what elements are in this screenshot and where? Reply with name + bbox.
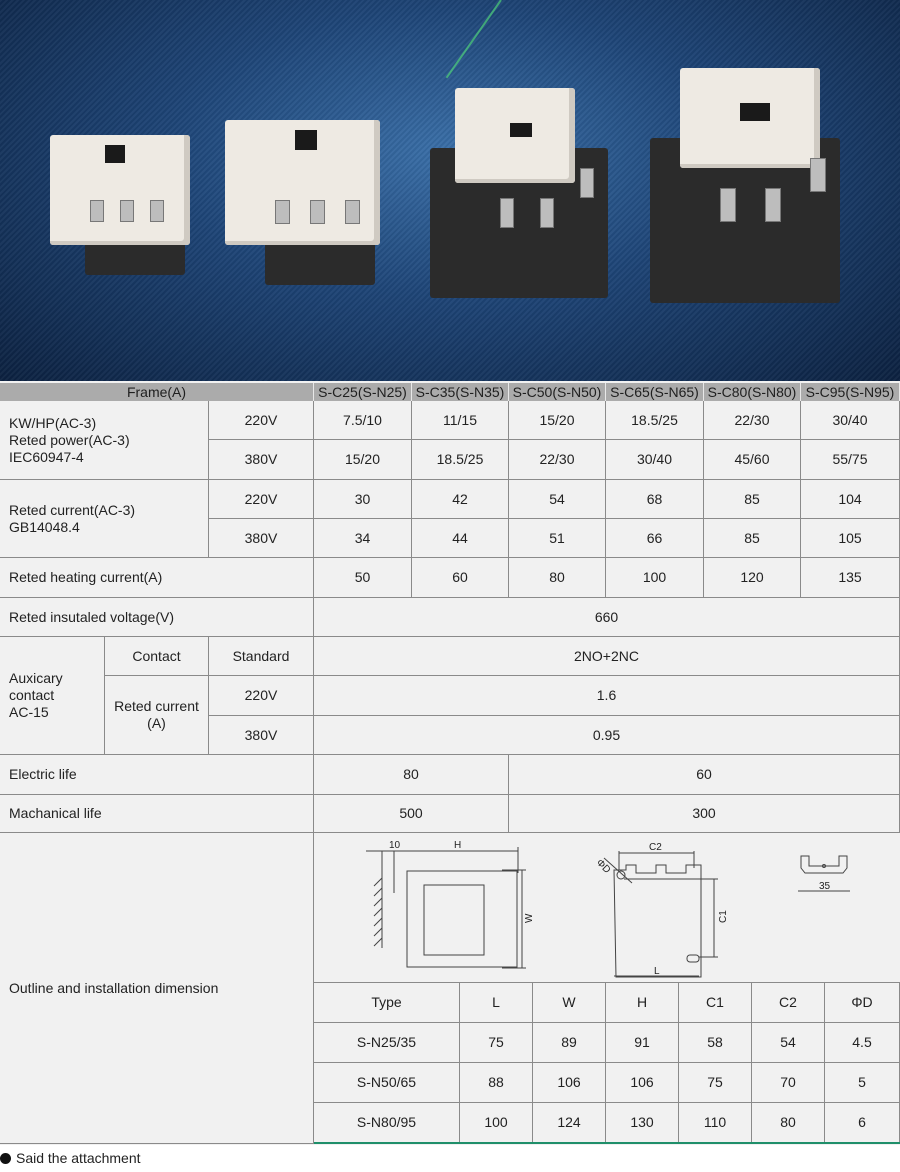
value-cell: 30/40 <box>801 401 900 440</box>
value-cell: 80 <box>509 558 606 598</box>
dim-cell: 75 <box>679 1063 752 1103</box>
voltage-380v: 380V <box>209 716 314 755</box>
value-cell: 85 <box>704 519 801 558</box>
value-cell: 66 <box>606 519 704 558</box>
value-cell: 2NO+2NC <box>314 637 900 676</box>
dim-label-c1: C1 <box>718 910 729 923</box>
value-cell: 135 <box>801 558 900 598</box>
value-cell: 68 <box>606 480 704 519</box>
contactor-s-n50-image <box>430 88 608 300</box>
side-view-drawing <box>366 840 535 968</box>
mounting-plate-drawing <box>594 842 729 977</box>
header-model: S-C50(S-N50) <box>509 383 606 401</box>
dim-cell: 106 <box>533 1063 606 1103</box>
value-cell: 104 <box>801 480 900 519</box>
value-cell: 300 <box>509 795 900 833</box>
value-cell: 22/30 <box>509 440 606 480</box>
value-cell: 34 <box>314 519 412 558</box>
value-cell: 30/40 <box>606 440 704 480</box>
dim-header: W <box>533 983 606 1023</box>
dim-cell: 106 <box>606 1063 679 1103</box>
aux-rated-current-label <box>105 676 209 755</box>
dim-header: ΦD <box>825 983 900 1023</box>
value-cell: 18.5/25 <box>412 440 509 480</box>
dim-cell: 58 <box>679 1023 752 1063</box>
dim-cell: 54 <box>752 1023 825 1063</box>
value-cell: 45/60 <box>704 440 801 480</box>
footer-note-text: Said the attachment <box>16 1150 141 1166</box>
standard-label: Standard <box>209 637 314 676</box>
dim-header: C1 <box>679 983 752 1023</box>
dim-cell: 130 <box>606 1103 679 1143</box>
contact-label: Contact <box>105 637 209 676</box>
dim-cell: 4.5 <box>825 1023 900 1063</box>
value-cell: 660 <box>314 598 900 637</box>
value-cell: 54 <box>509 480 606 519</box>
label-line: (A) <box>147 715 166 731</box>
dim-header: L <box>460 983 533 1023</box>
label-line: AC-15 <box>9 704 49 720</box>
label-line: GB14048.4 <box>9 518 80 535</box>
dim-label-gap: 10 <box>389 840 401 851</box>
label-line: Auxicary <box>9 670 63 686</box>
label-line: IEC60947-4 <box>9 448 84 465</box>
dim-cell: S-N50/65 <box>314 1063 460 1103</box>
value-cell: 60 <box>509 755 900 795</box>
label-line: Reted current <box>114 698 199 714</box>
voltage-380v: 380V <box>209 519 314 558</box>
outline-label: Outline and installation dimension <box>0 833 314 1144</box>
value-cell: 120 <box>704 558 801 598</box>
dim-cell: 70 <box>752 1063 825 1103</box>
insulated-voltage-label: Reted insutaled voltage(V) <box>0 598 314 637</box>
value-cell: 51 <box>509 519 606 558</box>
value-cell: 0.95 <box>314 716 900 755</box>
bullet-icon <box>0 1153 11 1164</box>
contactor-s-n35-image <box>220 100 385 285</box>
dim-label-d: ΦD <box>593 857 613 876</box>
contactor-s-n95-image <box>650 68 840 306</box>
dim-cell: 100 <box>460 1103 533 1143</box>
dim-cell: 124 <box>533 1103 606 1143</box>
voltage-220v: 220V <box>209 676 314 716</box>
dim-label-l: L <box>654 966 660 977</box>
voltage-220v: 220V <box>209 401 314 440</box>
dim-cell: S-N25/35 <box>314 1023 460 1063</box>
value-cell: 55/75 <box>801 440 900 480</box>
label-line: Reted power(AC-3) <box>9 431 130 448</box>
value-cell: 80 <box>314 755 509 795</box>
value-cell: 15/20 <box>314 440 412 480</box>
dim-cell: S-N80/95 <box>314 1103 460 1143</box>
dim-cell: 5 <box>825 1063 900 1103</box>
dim-label-w: W <box>524 913 535 923</box>
value-cell: 11/15 <box>412 401 509 440</box>
dimension-drawing <box>314 833 900 983</box>
dim-cell: 89 <box>533 1023 606 1063</box>
header-model: S-C80(S-N80) <box>704 383 801 401</box>
label-line: contact <box>9 687 55 703</box>
value-cell: 60 <box>412 558 509 598</box>
value-cell: 85 <box>704 480 801 519</box>
table-bottom-accent <box>314 1142 900 1144</box>
rated-current-label <box>0 480 209 558</box>
dim-header: Type <box>314 983 460 1023</box>
dim-cell: 91 <box>606 1023 679 1063</box>
din-rail-drawing <box>798 856 850 892</box>
value-cell: 1.6 <box>314 676 900 716</box>
value-cell: 22/30 <box>704 401 801 440</box>
header-model: S-C25(S-N25) <box>314 383 412 401</box>
electric-life-label: Electric life <box>0 755 314 795</box>
dim-label-c2: C2 <box>649 842 662 853</box>
value-cell: 44 <box>412 519 509 558</box>
dim-cell: 80 <box>752 1103 825 1143</box>
footer-note <box>0 1150 141 1166</box>
value-cell: 50 <box>314 558 412 598</box>
dim-label-h: H <box>454 840 462 851</box>
header-model: S-C35(S-N35) <box>412 383 509 401</box>
aux-contact-label <box>0 637 105 755</box>
rated-power-label <box>0 401 209 480</box>
value-cell: 100 <box>606 558 704 598</box>
header-model: S-C95(S-N95) <box>801 383 900 401</box>
dim-header: C2 <box>752 983 825 1023</box>
header-frame: Frame(A) <box>0 383 314 401</box>
header-model: S-C65(S-N65) <box>606 383 704 401</box>
label-line: Reted current(AC-3) <box>9 501 136 518</box>
contactor-s-n25-image <box>45 115 195 280</box>
dim-cell: 75 <box>460 1023 533 1063</box>
value-cell: 42 <box>412 480 509 519</box>
dim-label-rail: 35 <box>819 881 831 892</box>
voltage-220v: 220V <box>209 480 314 519</box>
dim-header: H <box>606 983 679 1023</box>
product-photo-banner <box>0 0 900 381</box>
value-cell: 15/20 <box>509 401 606 440</box>
value-cell: 18.5/25 <box>606 401 704 440</box>
value-cell: 7.5/10 <box>314 401 412 440</box>
mechanical-life-label: Machanical life <box>0 795 314 833</box>
dim-cell: 6 <box>825 1103 900 1143</box>
dim-cell: 110 <box>679 1103 752 1143</box>
voltage-380v: 380V <box>209 440 314 480</box>
light-streak <box>446 0 502 78</box>
label-line: KW/HP(AC-3) <box>9 414 97 431</box>
value-cell: 105 <box>801 519 900 558</box>
heating-current-label: Reted heating current(A) <box>0 558 314 598</box>
dim-cell: 88 <box>460 1063 533 1103</box>
value-cell: 500 <box>314 795 509 833</box>
value-cell: 30 <box>314 480 412 519</box>
